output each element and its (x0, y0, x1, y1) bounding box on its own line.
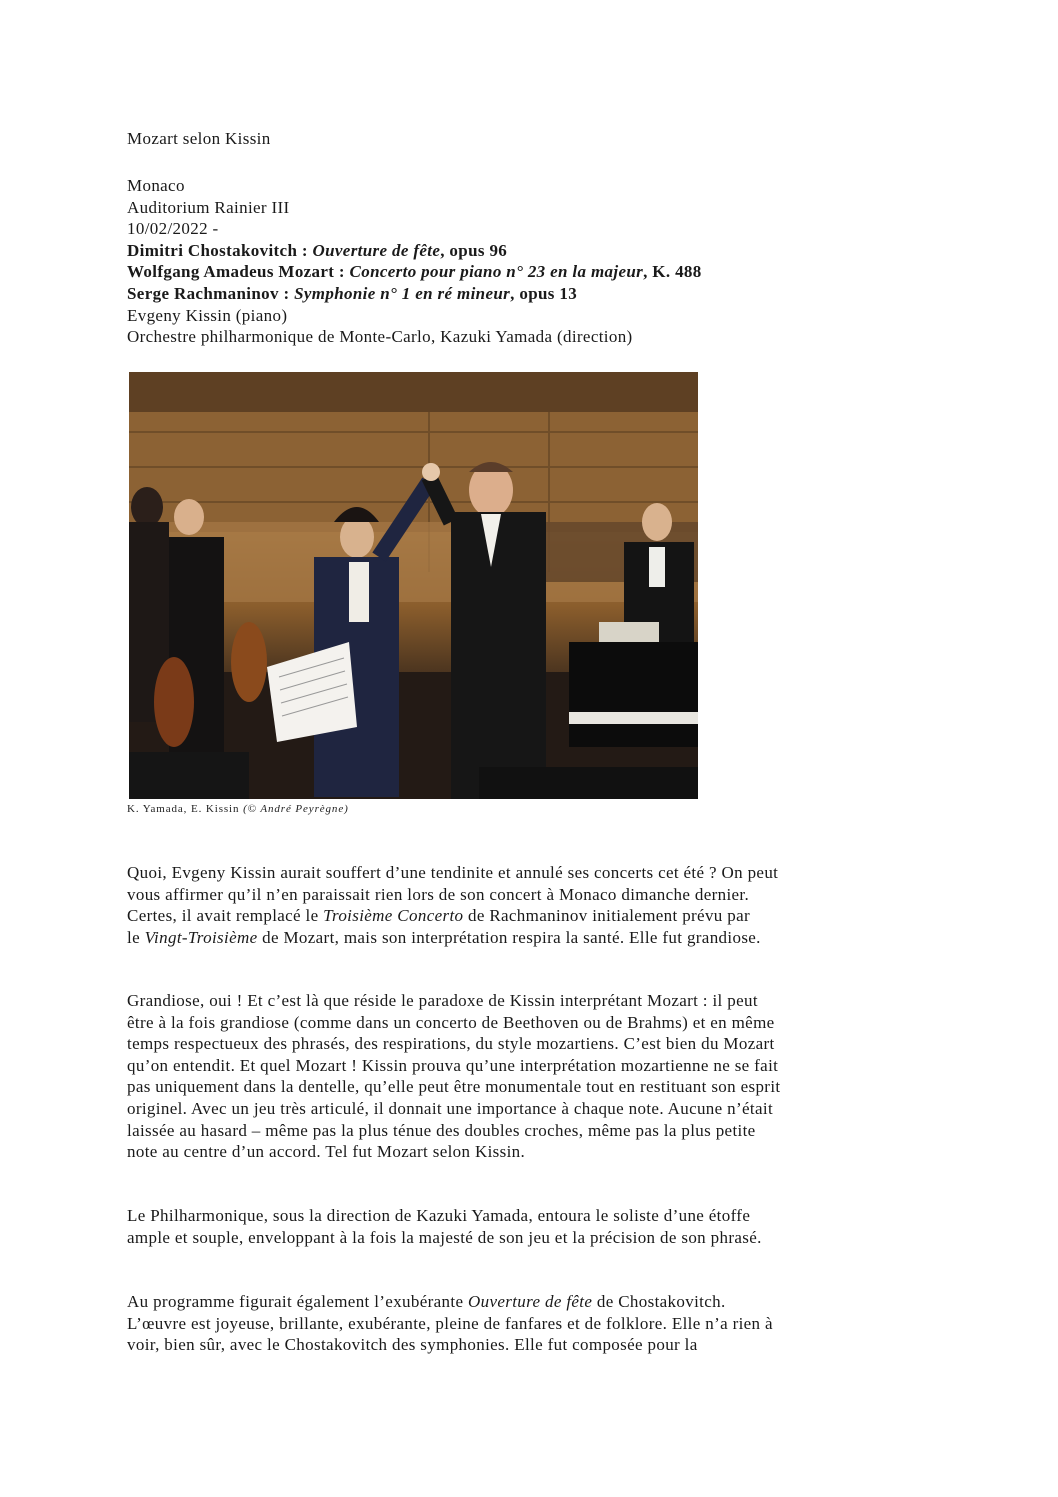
paragraph-line (127, 927, 957, 949)
article-paragraph (127, 1291, 957, 1356)
work-title: Troisième Concerto (323, 906, 464, 926)
program-item (127, 283, 702, 305)
paragraph-line (127, 1334, 957, 1356)
concert-date: 10/02/2022 - (127, 219, 219, 239)
text-span: voir, bien sûr, avec le Chostakovitch des symphonies. Elle fut composée pour la (127, 1335, 698, 1355)
paragraph-line: être à la fois grandiose (comme dans un concerto de Beethoven ou de Brahms) et en même (127, 1012, 775, 1032)
program-opus: , opus 13 (510, 283, 578, 303)
paragraph-line: originel. Avec un jeu très articulé, il donnait une importance à chaque note. Aucune n’était (127, 1098, 774, 1118)
photo-caption (127, 803, 349, 815)
program-item (127, 240, 702, 262)
paragraph-line (127, 1313, 957, 1335)
text-span: L’œuvre est joyeuse, brillante, exubérante, pleine de fanfares et de folklore. Elle n’a rien à (127, 1313, 773, 1333)
paragraph-line (127, 905, 957, 927)
work-title: Vingt-Troisième (144, 927, 258, 947)
program-item (127, 261, 702, 283)
caption-names: K. Yamada, E. Kissin (127, 803, 240, 815)
performer-orchestra: Orchestre philharmonique de Monte-Carlo, Kazuki Yamada (direction) (127, 327, 633, 347)
paragraph-line: qu’on entendit. Et quel Mozart ! Kissin prouva qu’une interprétation mozartienne ne se fait (127, 1055, 779, 1075)
paragraph-line: Grandiose, oui ! Et c’est là que réside le paradoxe de Kissin interprétant Mozart : il peut (127, 991, 758, 1010)
program-work: Concerto pour piano n° 23 en la majeur (349, 262, 644, 282)
text-span: le (127, 927, 145, 947)
caption-credit: (© André Peyrègne) (243, 803, 349, 815)
paragraph-line: Le Philharmonique, sous la direction de Kazuki Yamada, entoura le soliste d’une étoffe (127, 1206, 751, 1225)
text-span: Certes, il avait remplacé le (127, 906, 324, 926)
text-span: vous affirmer qu’il n’en paraissait rien lors de son concert à Monaco dimanche dernier. (127, 884, 750, 904)
paragraph-line (127, 1291, 957, 1313)
program-opus: , opus 96 (440, 240, 508, 260)
program-composer: Serge Rachmaninov : (127, 283, 290, 303)
concert-info (127, 175, 702, 348)
concert-venue: Auditorium Rainier III (127, 197, 290, 217)
paragraph-line: temps respectueux des phrasés, des respirations, du style mozartiens. C’est bien du Mozart (127, 1034, 775, 1054)
text-span: de Mozart, mais son interprétation respira la santé. Elle fut grandiose. (257, 927, 761, 947)
article-paragraph (127, 1205, 957, 1248)
program-opus: , K. 488 (643, 262, 702, 282)
paragraph-line: laissée au hasard – même pas la plus ténue des doubles croches, même pas la plus petite (127, 1120, 756, 1140)
article-title: Mozart selon Kissin (127, 129, 271, 148)
article-paragraph (127, 862, 957, 948)
program-composer: Dimitri Chostakovitch : (127, 240, 308, 260)
text-span: de Rachmaninov initialement prévu par (463, 906, 751, 926)
program-work: Ouverture de fête (312, 240, 441, 260)
work-title: Ouverture de fête (467, 1292, 593, 1311)
concert-photo-illustration (129, 372, 698, 799)
paragraph-line: note au centre d’un accord. Tel fut Mozart selon Kissin. (127, 1142, 526, 1162)
program-composer: Wolfgang Amadeus Mozart : (127, 262, 345, 282)
concert-city: Monaco (127, 176, 185, 195)
article-paragraph (127, 990, 957, 1163)
program-work: Symphonie n° 1 en ré mineur (294, 283, 511, 303)
paragraph-line (127, 884, 957, 906)
paragraph-line (127, 862, 957, 884)
paragraph-line: ample et souple, enveloppant à la fois la majesté de son jeu et la précision de son phrasé. (127, 1227, 762, 1247)
text-span: de Chostakovitch. (592, 1292, 726, 1311)
paragraph-line: pas uniquement dans la dentelle, qu’elle peut être monumentale tout en restituant son esprit (127, 1077, 781, 1097)
concert-photo (129, 372, 698, 799)
text-span: Au programme figurait également l’exubérante (127, 1292, 468, 1311)
performer-soloist: Evgeny Kissin (piano) (127, 305, 288, 325)
text-span: Quoi, Evgeny Kissin aurait souffert d’une tendinite et annulé ses concerts cet été ? On peut (127, 863, 779, 882)
